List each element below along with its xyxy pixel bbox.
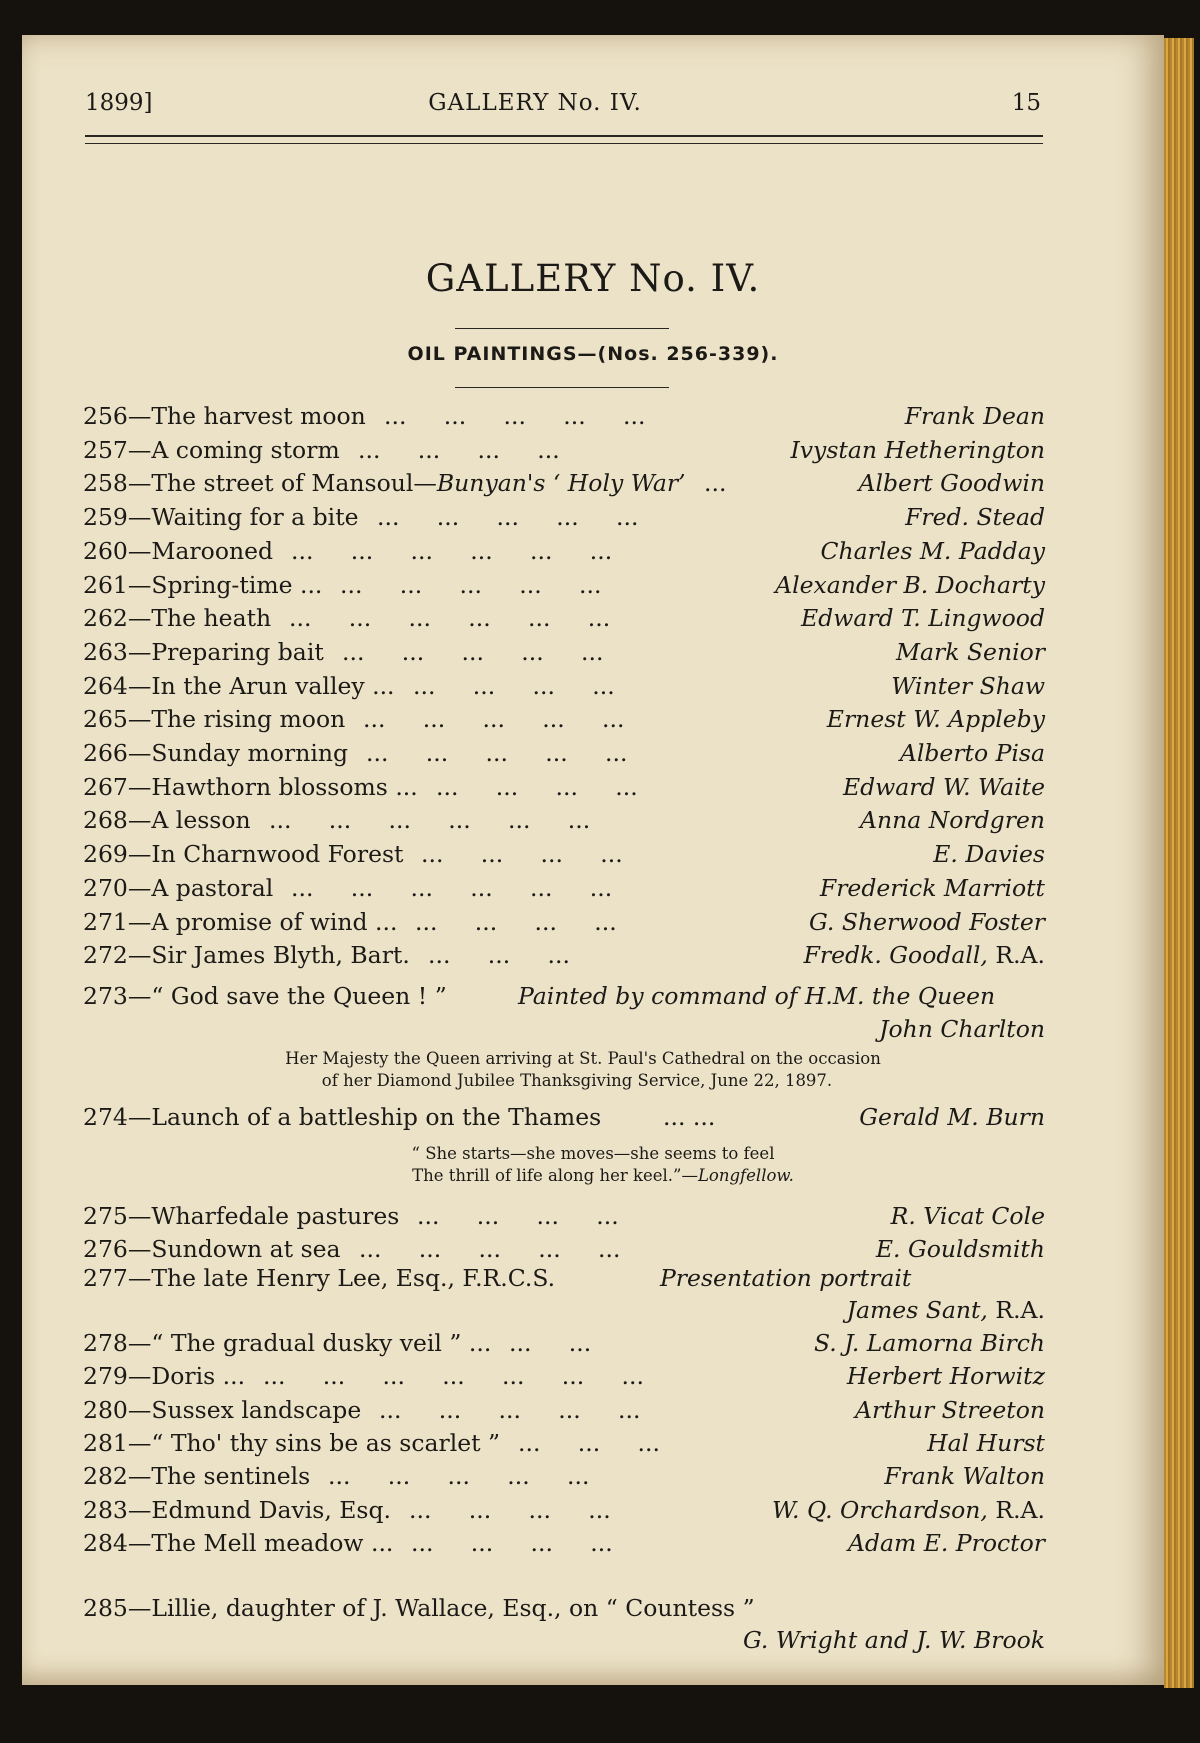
entry-number: 271 [83,907,128,936]
entry-number: 258 [83,469,128,498]
entry-number: 264 [83,671,128,700]
entry-258: 258—The street of Mansoul—Bunyan's ‘ Holy War’ ... Albert Goodwin [83,469,1045,498]
entry-artist: Alexander B. Docharty [775,570,1045,599]
entry-title: The street of Mansoul— [151,469,437,498]
entry-dots: ... ... ... ... [358,435,560,464]
entry-270: 270—A pastoral ... ... ... ... ... ... Frederick Marriott [83,873,1045,902]
entry-273: 273—“ God save the Queen ! ” Painted by command of H.M. the Queen [83,982,996,1010]
running-head [85,90,1065,130]
entry-266: 266—Sunday morning ... ... ... ... ... Alberto Pisa [83,739,1045,767]
entry-artist: S. J. Lamorna Birch [814,1329,1045,1357]
entry-title: The harvest moon [151,402,366,430]
entry-dots: ... ... ... ... [417,1201,619,1230]
entry-273-caption-2: of her Diamond Jubilee Thanksgiving Service, June 22, 1897. [321,1071,833,1090]
header-rule [85,135,1043,144]
quote-author: Longfellow. [697,1166,794,1185]
entry-dots: ... ... ... ... ... ... [291,536,613,565]
entry-title: The heath [151,604,272,633]
entry-dots: ... ... ... ... [411,1528,613,1557]
entry-268: 268—A lesson ... ... ... ... ... ... Anna Nordgren [83,806,1045,835]
entry-dots: ... ... ... ... ... [340,570,602,599]
entry-artist: Ernest W. Appleby [826,705,1045,734]
entry-number: 284 [83,1528,128,1557]
entry-262: 262—The heath ... ... ... ... ... ... Edward T. Lingwood [83,604,1045,633]
entry-artist: E. Gouldsmith [875,1235,1045,1263]
entry-number: 283 [83,1495,128,1524]
entry-title: Marooned [151,536,274,565]
entry-artist: E. Davies [933,840,1045,869]
entry-title: Doris ... [151,1362,246,1391]
entry-artist: G. Sherwood Foster [809,907,1045,936]
entry-dots: ... ... [509,1329,592,1357]
entry-title: Launch of a battleship on the Thames [151,1103,602,1131]
entry-title: A lesson [151,806,251,835]
entry-dots: ... ... ... ... ... [328,1462,590,1491]
entry-number: 259 [83,503,128,532]
entry-title: In Charnwood Forest [151,840,404,869]
title-rule-top [455,328,669,329]
entry-number: 269 [83,840,128,869]
entry-title: In the Arun valley ... [151,671,395,700]
entry-number: 257 [83,435,128,464]
entry-dots: ... ... ... [428,941,570,970]
entry-title: “ God save the Queen ! ” [151,982,447,1010]
entry-dots: ... ... ... ... ... ... [291,873,613,902]
entry-277: 277—The late Henry Lee, Esq., F.R.C.S. Presentation portrait [83,1264,912,1292]
entry-264: 264—In the Arun valley ... ... ... ... ... Winter Shaw [83,671,1045,700]
entry-title: Sir James Blyth, Bart. [151,941,410,970]
entry-dots: ... ... ... ... ... ... [289,604,611,633]
entry-dots: ... ... ... [518,1428,660,1457]
entry-269: 269—In Charnwood Forest ... ... ... ... E. Davies [83,840,1045,869]
entry-265: 265—The rising moon ... ... ... ... ... Ernest W. Appleby [83,705,1045,734]
entry-number: 266 [83,739,128,767]
entry-number: 263 [83,637,128,666]
entry-number: 265 [83,705,128,734]
page-edge [1164,38,1194,1688]
gallery-subtitle: OIL PAINTINGS—(Nos. 256-339). [407,343,779,365]
entry-number: 273 [83,982,128,1010]
entry-281: 281—“ Tho' thy sins be as scarlet ” ... ... ... Hal Hurst [83,1428,1045,1457]
entry-274-quote-2: The thrill of life along her keel.”—Longfellow. [412,1166,794,1185]
entry-279: 279—Doris ... ... ... ... ... ... ... ... Herbert Horwitz [83,1362,1045,1391]
entry-number: 274 [83,1103,128,1131]
entry-suffix: R.A. [995,1495,1045,1524]
entry-title: Spring-time ... [151,570,323,599]
entry-title: Edmund Davis, Esq. [151,1495,391,1524]
gallery-title: GALLERY No. IV. [425,257,761,300]
entry-artist: Alberto Pisa [899,739,1045,767]
entry-260: 260—Marooned ... ... ... ... ... ... Charles M. Padday [83,536,1045,565]
entry-number: 279 [83,1362,128,1391]
entry-273-caption-1: Her Majesty the Queen arriving at St. Paul's Cathedral on the occasion [285,1049,881,1068]
entry-title: Sussex landscape [151,1395,362,1424]
entry-number: 272 [83,941,128,970]
entry-artist: Ivystan Hetherington [790,435,1045,464]
entry-number: 261 [83,570,128,599]
entry-artist: Charles M. Padday [820,536,1045,565]
entry-dots: ... ... ... ... [413,671,615,700]
entry-title: Preparing bait [151,637,324,666]
entry-title: “ The gradual dusky veil ” ... [151,1329,492,1357]
entry-dots: ... ... ... ... [409,1495,611,1524]
entry-dots: ... ... ... ... ... ... [269,806,591,835]
entry-dots: ... ... ... ... ... [377,503,639,532]
running-head-title: GALLERY No. IV. [428,90,642,116]
entry-number: 285 [83,1594,128,1622]
title-rule-bottom [455,387,669,388]
entry-title: The Mell meadow ... [151,1528,394,1557]
entry-dots: ... ... [663,1103,716,1131]
page-number: 15 [1011,90,1041,116]
entry-dots: ... ... ... ... [415,907,617,936]
entry-artist: Gerald M. Burn [859,1103,1045,1131]
entry-number: 275 [83,1201,128,1230]
entry-suffix: R.A. [995,941,1045,970]
entry-256: 256—The harvest moon ... ... ... ... ... Frank Dean [83,402,1045,430]
entry-number: 256 [83,402,128,430]
entry-277-artist-line [83,1295,1045,1325]
entry-275: 275—Wharfedale pastures ... ... ... ... R. Vicat Cole [83,1201,1045,1230]
entry-artist: Mark Senior [895,637,1045,666]
entry-267: 267—Hawthorn blossoms ... ... ... ... ... Edward W. Waite [83,772,1045,801]
entry-title: Sundown at sea [151,1235,341,1263]
entry-274: 274—Launch of a battleship on the Thames ... ... Gerald M. Burn [83,1103,1045,1131]
entry-artist: R. Vicat Cole [890,1201,1045,1230]
entry-dots: ... ... ... ... ... ... ... [263,1362,644,1391]
entry-284: 284—The Mell meadow ... ... ... ... ... Adam E. Proctor [83,1528,1045,1557]
entry-number: 260 [83,536,128,565]
entry-number: 270 [83,873,128,902]
entry-artist: Edward T. Lingwood [801,604,1045,633]
entry-title-italic: Bunyan's ‘ Holy War’ [436,469,686,498]
entry-number: 280 [83,1395,128,1424]
entry-272: 272—Sir James Blyth, Bart. ... ... ... Fredk. Goodall, R.A. [83,941,1045,970]
entry-271: 271—A promise of wind ... ... ... ... ... G. Sherwood Foster [83,907,1045,936]
entry-title: Wharfedale pastures [151,1201,400,1230]
entry-artist: Albert Goodwin [858,469,1045,498]
entry-artist: Hal Hurst [927,1428,1045,1457]
catalogue-page [22,35,1164,1685]
entry-257: 257—A coming storm ... ... ... ... Ivystan Hetherington [83,435,1045,464]
entry-title: Sunday morning [151,739,349,767]
entry-259: 259—Waiting for a bite ... ... ... ... ... Fred. Stead [83,503,1045,532]
entry-artist: Fred. Stead [905,503,1045,532]
entry-title: A promise of wind ... [151,907,398,936]
entry-number: 282 [83,1462,128,1491]
entry-title: A pastoral [151,873,274,902]
entry-title: Lillie, daughter of J. Wallace, Esq., on “ Countess ” [151,1594,755,1622]
entry-number: 267 [83,772,128,801]
entry-artist: Frederick Marriott [819,873,1045,902]
entry-artist: Arthur Streeton [855,1395,1045,1424]
entry-274-quote-1: “ She starts—she moves—she seems to feel [411,1144,775,1163]
entry-note: Presentation portrait [660,1264,912,1292]
entry-dots: ... ... ... ... ... [379,1395,641,1424]
entry-number: 277 [83,1264,128,1292]
entry-273-artist-line [83,1014,1045,1044]
entry-282: 282—The sentinels ... ... ... ... ... Frank Walton [83,1462,1045,1491]
entry-dots: ... ... ... ... ... [384,402,646,430]
entry-dots: ... ... ... ... ... [366,739,628,767]
entry-number: 262 [83,604,128,633]
entry-artist: Adam E. Proctor [847,1528,1045,1557]
entry-artist: Edward W. Waite [842,772,1045,801]
entry-261: 261—Spring-time ... ... ... ... ... ... Alexander B. Docharty [83,570,1045,599]
entry-title: The sentinels [151,1462,311,1491]
entry-dots: ... ... ... ... ... [363,705,625,734]
entry-title: The rising moon [151,705,346,734]
entry-280: 280—Sussex landscape ... ... ... ... ... Arthur Streeton [83,1395,1045,1424]
entry-artist: Frank Walton [884,1462,1045,1491]
entry-285: 285—Lillie, daughter of J. Wallace, Esq., on “ Countess ” [83,1594,755,1622]
entry-artist: G. Wright and J. W. Brook [742,1626,1045,1654]
entry-283: 283—Edmund Davis, Esq. ... ... ... ... W. Q. Orchardson, R.A. [83,1495,1045,1524]
entry-artist: Frank Dean [904,402,1045,430]
entry-title: Waiting for a bite [151,503,359,532]
entry-285-artist-line [83,1625,1045,1655]
entry-artist: Fredk. Goodall, [803,941,988,970]
entry-278: 278—“ The gradual dusky veil ” ... ... ... S. J. Lamorna Birch [83,1329,1045,1357]
entry-title: A coming storm [151,435,340,464]
entry-dots: ... ... ... ... ... [342,637,604,666]
entry-276: 276—Sundown at sea ... ... ... ... ... E. Gouldsmith [83,1235,1045,1263]
entry-number: 281 [83,1428,128,1457]
entry-suffix: R.A. [995,1296,1045,1324]
entry-artist: W. Q. Orchardson, [771,1495,988,1524]
entry-dots: ... ... ... ... [436,772,638,801]
entry-artist: John Charlton [879,1015,1045,1043]
entry-number: 268 [83,806,128,835]
entry-artist: Herbert Horwitz [846,1362,1045,1391]
entry-number: 278 [83,1329,128,1357]
entry-dots: ... ... ... ... ... [359,1235,621,1263]
entry-artist: Winter Shaw [891,671,1045,700]
entry-263: 263—Preparing bait ... ... ... ... ... Mark Senior [83,637,1045,666]
entry-number: 276 [83,1235,128,1263]
entry-artist: Anna Nordgren [859,806,1045,835]
entry-title: “ Tho' thy sins be as scarlet ” [151,1428,501,1457]
running-head-year: 1899] [85,90,153,116]
entry-dots: ... [704,469,727,498]
entry-title: Hawthorn blossoms ... [151,772,418,801]
entry-artist: James Sant, [846,1296,988,1324]
entry-title: The late Henry Lee, Esq., F.R.C.S. [151,1264,556,1292]
entry-note: Painted by command of H.M. the Queen [518,982,996,1010]
entry-dots: ... ... ... ... [421,840,623,869]
